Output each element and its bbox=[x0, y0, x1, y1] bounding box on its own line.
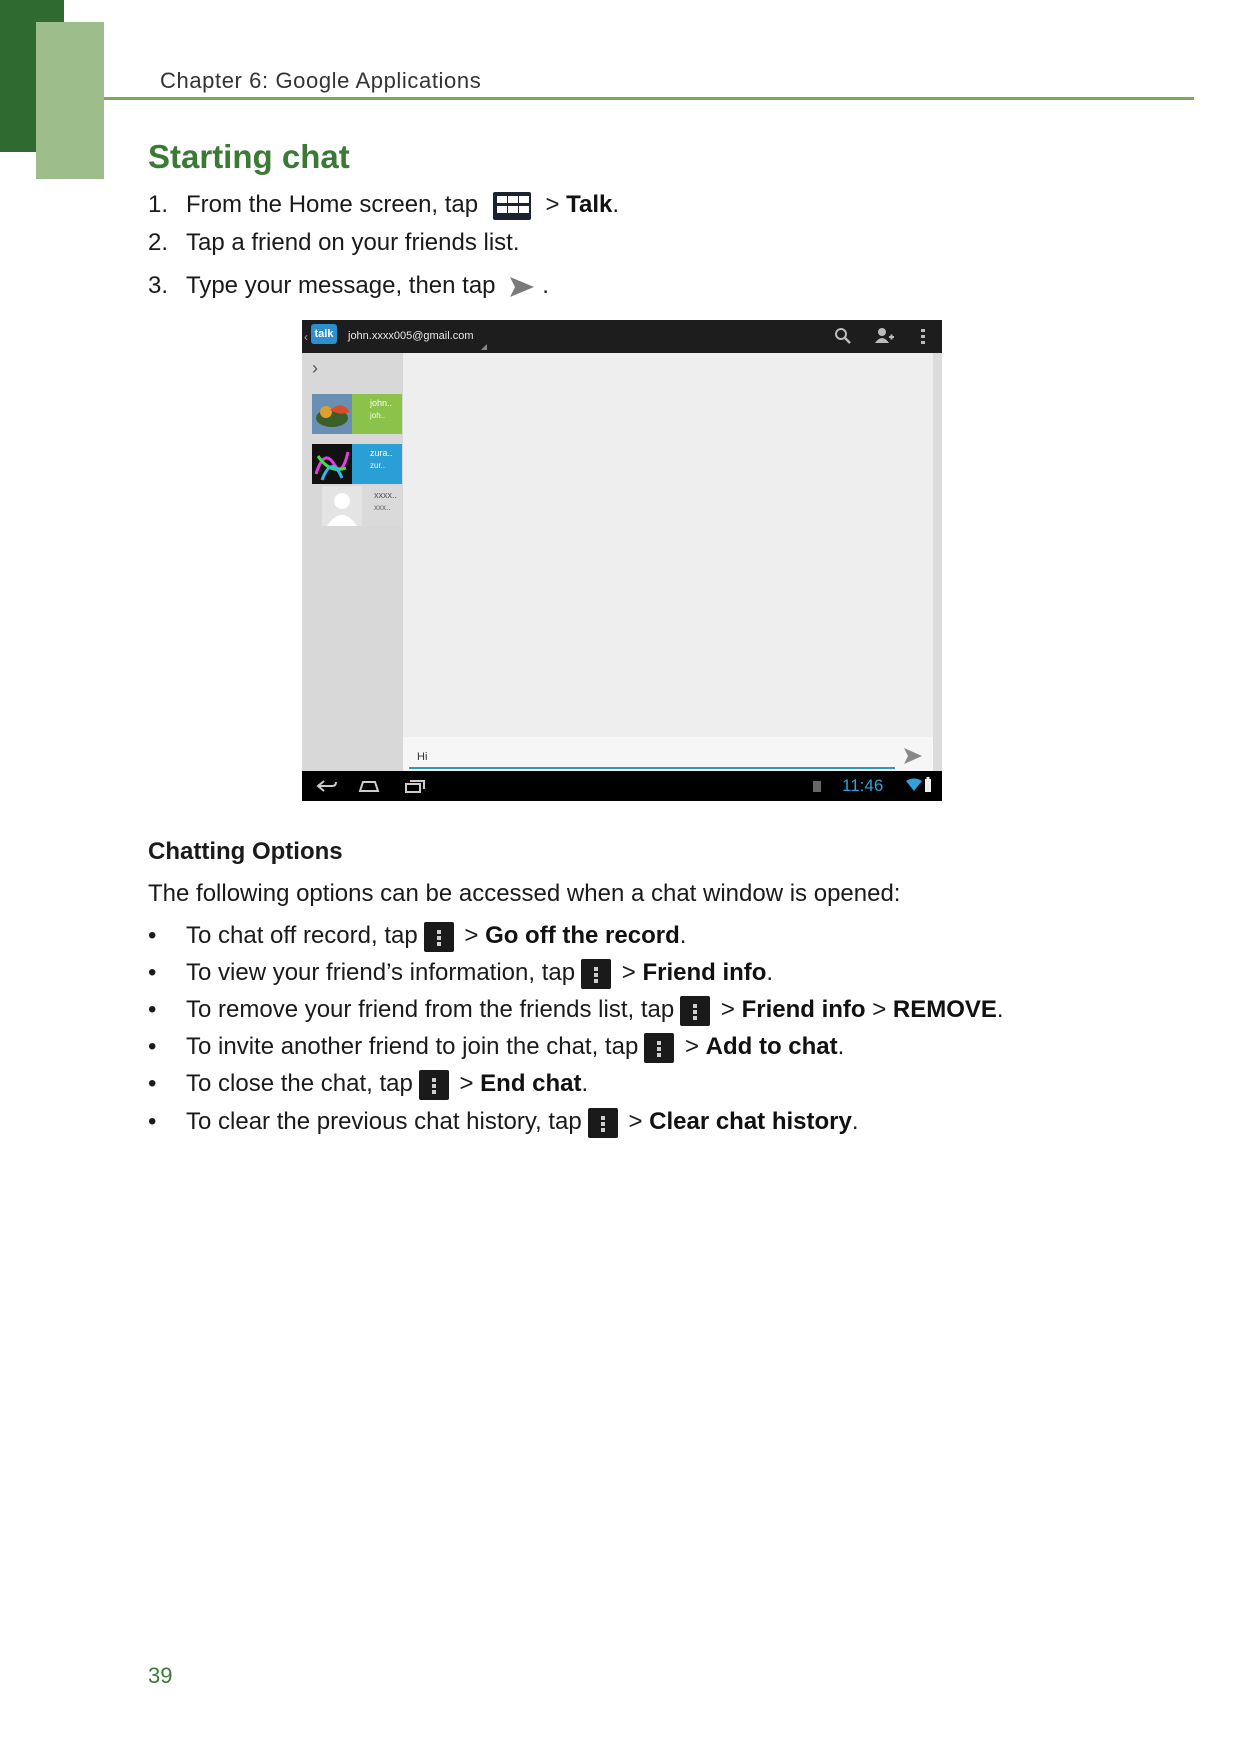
menu-icon bbox=[588, 1108, 618, 1138]
option-end: . bbox=[679, 922, 687, 949]
bullet: • bbox=[148, 1070, 157, 1097]
chapter-header: Chapter 6: Google Applications bbox=[160, 68, 482, 93]
option-end: . bbox=[996, 996, 1004, 1023]
home-icon[interactable] bbox=[358, 779, 380, 793]
path-separator: > bbox=[621, 959, 643, 986]
option-end: . bbox=[837, 1033, 845, 1060]
friend-name: zura.. bbox=[370, 448, 393, 458]
option-end: . bbox=[851, 1108, 859, 1135]
step-text: Type your message, then tap bbox=[186, 272, 496, 299]
send-icon bbox=[508, 275, 536, 299]
friend-name: john.. bbox=[370, 398, 393, 408]
path-separator: > bbox=[459, 1070, 481, 1097]
step-text: Tap a friend on your friends list. bbox=[186, 229, 520, 256]
option-end: . bbox=[581, 1070, 589, 1097]
up-arrow-icon[interactable]: ‹ bbox=[304, 330, 308, 344]
friend-status: zur.. bbox=[370, 461, 386, 470]
menu-path-label: Friend info bbox=[741, 996, 866, 1023]
path-separator: > bbox=[628, 1108, 650, 1135]
friend-name: xxxx.. bbox=[374, 490, 398, 500]
section-title: Starting chat bbox=[148, 138, 350, 175]
notification-icon bbox=[812, 779, 822, 793]
search-icon[interactable] bbox=[834, 327, 852, 345]
menu-path-label: End chat bbox=[480, 1070, 582, 1097]
friend-status: xxx.. bbox=[374, 503, 391, 512]
talk-label: Talk bbox=[566, 191, 613, 218]
bullet: • bbox=[148, 1033, 157, 1060]
talk-logo: talk bbox=[311, 324, 337, 344]
menu-path-label: Go off the record bbox=[485, 922, 680, 949]
path-separator: > bbox=[684, 1033, 706, 1060]
back-icon[interactable] bbox=[316, 779, 338, 793]
option-remove-friend bbox=[148, 992, 1004, 1028]
option-text: To remove your friend from the friends list, tap bbox=[186, 996, 675, 1023]
option-text: To view your friend’s information, tap bbox=[186, 959, 576, 986]
friend-card bbox=[362, 486, 402, 526]
apps-grid-icon bbox=[493, 192, 531, 220]
message-input[interactable]: Hi bbox=[417, 751, 428, 763]
friend-card bbox=[352, 394, 402, 434]
chat-area bbox=[403, 353, 933, 753]
option-friend-info bbox=[148, 955, 773, 991]
friend-status: joh.. bbox=[370, 411, 386, 420]
option-text: To close the chat, tap bbox=[186, 1070, 413, 1097]
step-2 bbox=[148, 229, 520, 257]
menu-icon bbox=[680, 996, 710, 1026]
talk-app-screenshot bbox=[302, 320, 942, 801]
step-number: 1. bbox=[148, 191, 169, 218]
bullet: • bbox=[148, 922, 157, 949]
chatting-options-heading: Chatting Options bbox=[148, 838, 343, 865]
friend-avatar bbox=[312, 394, 352, 434]
step-number: 2. bbox=[148, 229, 169, 256]
option-end: . bbox=[766, 959, 774, 986]
recent-apps-icon[interactable] bbox=[404, 779, 426, 793]
option-add-to-chat bbox=[148, 1029, 844, 1065]
bullet: • bbox=[148, 1108, 157, 1135]
step-number: 3. bbox=[148, 272, 169, 299]
chapter-tab-light bbox=[36, 22, 104, 179]
step-3 bbox=[148, 272, 549, 300]
expand-chevron-icon[interactable]: › bbox=[312, 358, 318, 378]
menu-path-label: Friend info bbox=[642, 959, 767, 986]
menu-path-label: REMOVE bbox=[892, 996, 997, 1023]
option-text: To chat off record, tap bbox=[186, 922, 418, 949]
chatting-options-intro: The following options can be accessed when a chat window is opened: bbox=[148, 880, 901, 907]
step-end: . bbox=[612, 191, 620, 218]
bullet: • bbox=[148, 959, 157, 986]
overflow-menu-icon[interactable] bbox=[920, 327, 926, 345]
dropdown-corner-icon bbox=[481, 344, 487, 350]
bullet: • bbox=[148, 996, 157, 1023]
send-icon[interactable] bbox=[903, 747, 923, 765]
menu-icon bbox=[581, 959, 611, 989]
menu-icon bbox=[419, 1070, 449, 1100]
wifi-icon bbox=[906, 778, 922, 792]
action-bar bbox=[302, 320, 942, 353]
friend-card bbox=[352, 444, 402, 484]
option-text: To clear the previous chat history, tap bbox=[186, 1108, 582, 1135]
system-navbar bbox=[302, 771, 942, 801]
battery-icon bbox=[924, 777, 932, 793]
path-separator: > bbox=[464, 922, 486, 949]
step-separator: > bbox=[538, 191, 567, 218]
option-go-off-record bbox=[148, 918, 686, 954]
friend-avatar bbox=[312, 444, 352, 484]
menu-path-label: Clear chat history bbox=[649, 1108, 852, 1135]
account-selector[interactable]: john.xxxx005@gmail.com bbox=[348, 330, 474, 342]
default-avatar-icon bbox=[322, 486, 362, 526]
option-text: To invite another friend to join the chat, tap bbox=[186, 1033, 639, 1060]
menu-icon bbox=[644, 1033, 674, 1063]
path-separator: > bbox=[865, 996, 893, 1023]
step-text: From the Home screen, tap bbox=[186, 191, 479, 218]
page-number: 39 bbox=[148, 1663, 173, 1688]
add-friend-icon[interactable] bbox=[874, 327, 894, 345]
option-end-chat bbox=[148, 1066, 588, 1102]
header-rule bbox=[104, 97, 1194, 100]
status-clock: 11:46 bbox=[842, 776, 884, 795]
chat-edge bbox=[933, 353, 942, 791]
option-clear-history bbox=[148, 1104, 859, 1140]
menu-path-label: Add to chat bbox=[705, 1033, 838, 1060]
step-end: . bbox=[542, 272, 549, 299]
menu-icon bbox=[424, 922, 454, 952]
step-1 bbox=[148, 191, 619, 220]
path-separator: > bbox=[720, 996, 742, 1023]
input-underline bbox=[409, 767, 895, 769]
